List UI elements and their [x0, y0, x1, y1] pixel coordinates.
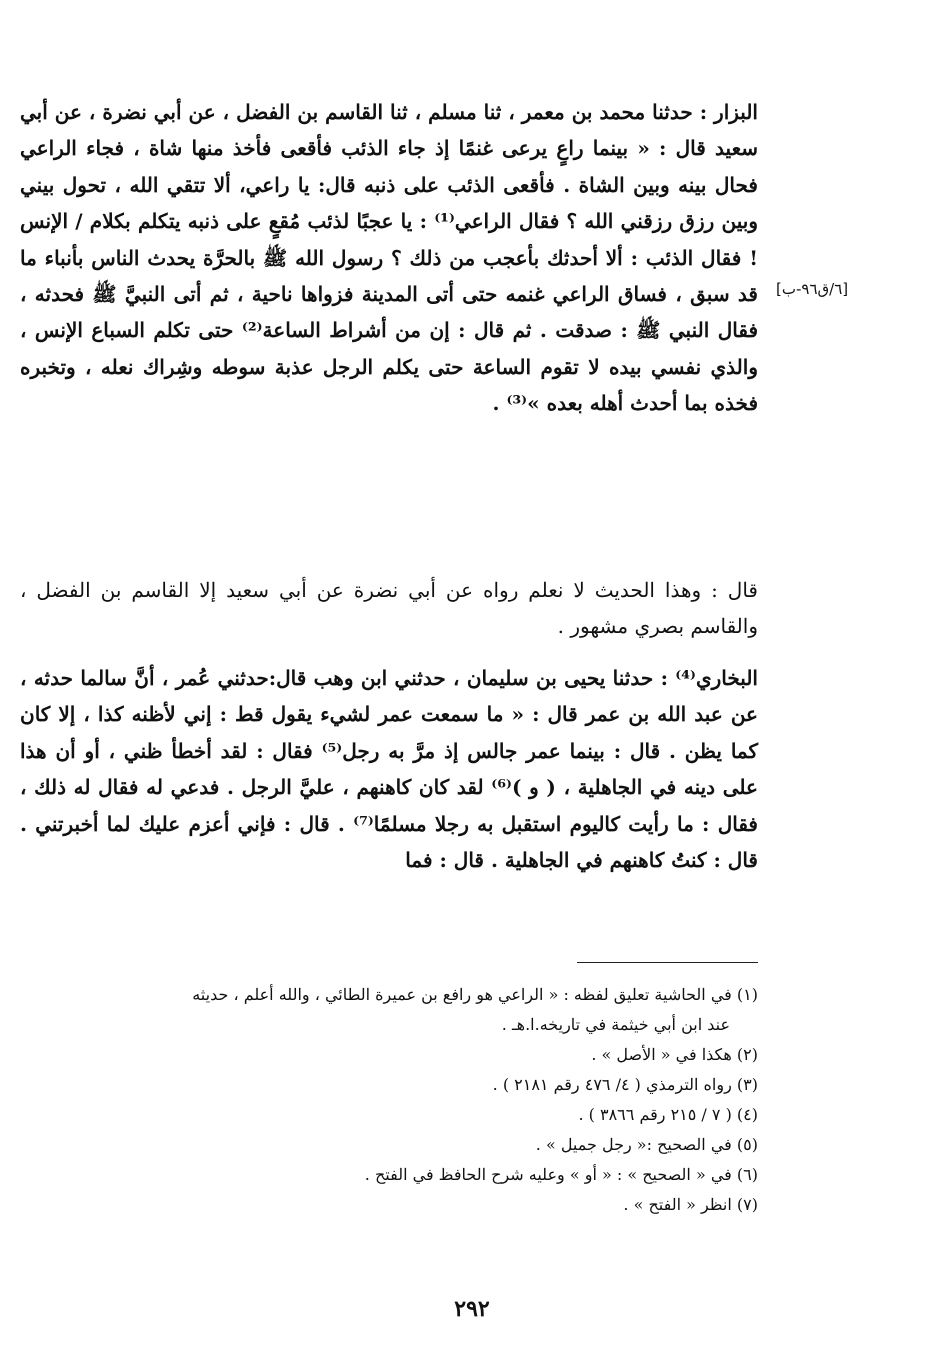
- paragraph-text: البخاري⁽⁴⁾ : حدثنا يحيى بن سليمان ، حدثني ابن وهب قال:حدثني عُمر ، أنَّ سالما حدثه ، عن عبد الله بن عمر قال : « ما سمعت عمر لشيء يقول قط : إني لأظنه كذا ، إلا كان كما يظن . قال : بينما عمر جالس إذ مرَّ به رجل⁽⁵⁾ فقال : لقد أخطأ ظني ، أو أن هذا على دينه في الجاهلية ، ( و )⁽⁶⁾ لقد كان كاهنهم ، عليَّ الرجل . فدعي له فقال له ذلك ، فقال : ما رأيت كاليوم استقبل به رجلا مسلمًا⁽⁷⁾ . قال : فإني أعزم عليك لما أخبرتني . قال : كنتُ كاهنهم في الجاهلية . قال : فما: [20, 666, 759, 873]
- footnote-separator: [577, 962, 758, 963]
- footnote-line: (٧) انظر « الفتح » .: [623, 1195, 758, 1214]
- footnotes: [30, 980, 758, 1220]
- paragraph-bazzar-comment: [20, 572, 758, 645]
- footnote-line: (٤) ( ٧ / ٢١٥ رقم ٣٨٦٦ ) .: [578, 1105, 758, 1124]
- footnote-line: (٣) رواه الترمذي ( ٤/ ٤٧٦ رقم ٢١٨١ ) .: [492, 1075, 758, 1094]
- footnote-line: عند ابن أبي خيثمة في تاريخه.ا.هـ .: [501, 1015, 730, 1034]
- footnote-line: (٢) هكذا في « الأصل » .: [591, 1045, 758, 1064]
- paragraph-text: البزار : حدثنا محمد بن معمر ، ثنا مسلم ، ثنا القاسم بن الفضل ، عن أبي نضرة ، عن أبي سعيد قال : « بينما راعٍ يرعى غنمًا إذ جاء الذئب فأقعى فأخذ منها شاة ، فجاء الراعي فحال بينه وبين الشاة . فأقعى الذئب على ذنبه قال: يا راعي، ألا تتقي الله ، تحول بيني وبين رزق رزقني الله ؟ فقال الراعي⁽¹⁾ : يا عجبًا لذئب مُقعٍ على ذنبه يتكلم بكلام / الإنس ! فقال الذئب : ألا أحدثك بأعجب من ذلك ؟ رسول الله ﷺ بالحرَّة يحدث الناس بأنباء ما قد سبق ، فساق الراعي غنمه حتى أتى المدينة فزواها ناحية ، ثم أتى النبيَّ ﷺ فحدثه ، فقال النبي ﷺ : صدقت . ثم قال : إن من أشراط الساعة⁽²⁾ حتى تكلم السباع الإنس ، والذي نفسي بيده لا تقوم الساعة حتى يكلم الرجل عذبة سوطه وشِراك نعله ، وتخبره فخذه بما أحدث أهله بعده »⁽³⁾ .: [20, 100, 759, 416]
- manuscript-folio-marker: [٦/ق٩٦-ب]: [776, 280, 849, 298]
- paragraph-bazzar-hadith: [20, 94, 758, 422]
- paragraph-bukhari-hadith: [20, 660, 758, 878]
- footnote-line: (١) في الحاشية تعليق لفظه : « الراعي هو رافع بن عميرة الطائي ، والله أعلم ، حديثه: [192, 985, 758, 1004]
- footnote-line: (٦) في « الصحيح » : « أو » وعليه شرح الحافظ في الفتح .: [364, 1165, 758, 1184]
- paragraph-text: قال : وهذا الحديث لا نعلم رواه عن أبي نضرة عن أبي سعيد إلا القاسم بن الفضل ، والقاسم بصري مشهور .: [20, 578, 758, 639]
- page-number: ٢٩٢: [454, 1296, 490, 1322]
- footnote-line: (٥) في الصحيح :« رجل جميل » .: [535, 1135, 758, 1154]
